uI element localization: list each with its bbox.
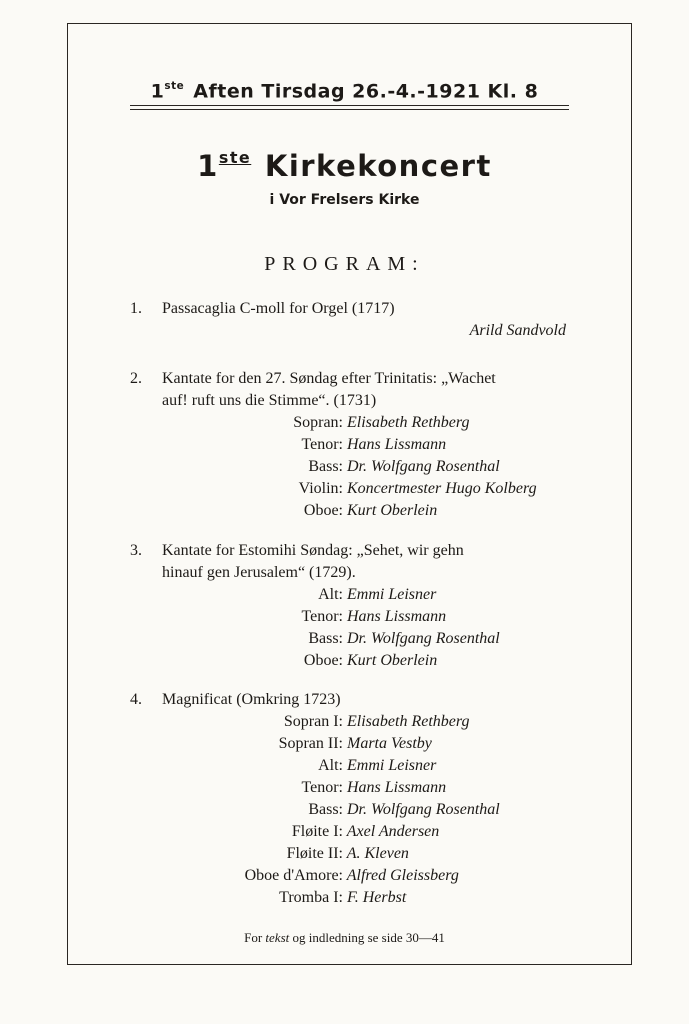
performer-role: Sopran II: (278, 735, 343, 752)
performer-role: Tromba I: (279, 889, 343, 906)
performer-name: Hans Lissmann (347, 608, 447, 625)
program-item-title-line: Passacaglia C-moll for Orgel (1717) (162, 300, 395, 317)
performer-name: Hans Lissmann (347, 436, 447, 453)
header-number: 1 (150, 80, 165, 103)
header-rule-thick (130, 105, 569, 106)
performer-name: Alfred Gleissberg (346, 867, 459, 884)
church-subtitle: i Vor Frelsers Kirke (269, 192, 420, 208)
performer-role: Tenor: (301, 608, 343, 625)
performer-role: Oboe: (303, 652, 343, 669)
performer-role: Oboe d'Amore: (244, 867, 343, 884)
program-item-title-line: Magnificat (Omkring 1723) (162, 691, 341, 708)
footer-prefix: For (244, 930, 266, 945)
program-heading: PROGRAM: (264, 253, 425, 275)
performer-role: Fløite I: (291, 823, 343, 840)
page-title (0, 148, 689, 183)
performer-name: A. Kleven (346, 845, 409, 862)
performer-role: Bass: (308, 630, 343, 647)
performer-name: Dr. Wolfgang Rosenthal (347, 630, 500, 647)
footer-note (0, 930, 689, 946)
performer-name: Emmi Leisner (347, 586, 437, 603)
program-item-title-line: Kantate for Estomihi Søndag: „Sehet, wir gehn (162, 542, 464, 559)
title-ordinal: ste (218, 148, 252, 167)
performer-name: Dr. Wolfgang Rosenthal (347, 458, 500, 475)
performer-role: Fløite II: (286, 845, 343, 862)
concert-evening-header (0, 80, 689, 102)
title-number: 1 (197, 148, 219, 183)
program-item-number: 4. (130, 691, 142, 708)
performer-name: Hans Lissmann (347, 779, 447, 796)
performer-role: Sopran: (293, 414, 343, 431)
performer-name: Emmi Leisner (347, 757, 437, 774)
performer-name: Koncertmester Hugo Kolberg (347, 480, 537, 497)
header-date-time: Aften Tirsdag 26.-4.-1921 Kl. 8 (186, 80, 539, 103)
performer-name: Dr. Wolfgang Rosenthal (347, 801, 500, 818)
program-item-title-line: Kantate for den 27. Søndag efter Trinitatis: „Wachet (162, 370, 496, 387)
title-main: Kirkekoncert (253, 148, 492, 183)
performer-role: Violin: (298, 480, 343, 497)
footer-italic: tekst (265, 930, 290, 945)
performer-role: Bass: (308, 458, 343, 475)
performer-role: Tenor: (301, 436, 343, 453)
program-item-number: 1. (130, 300, 142, 317)
performer-name: Axel Andersen (346, 823, 440, 840)
program-item-number: 2. (130, 370, 142, 387)
program-item-title-line: hinauf gen Jerusalem“ (1729). (162, 564, 356, 581)
performer-role: Bass: (308, 801, 343, 818)
performer-name: Kurt Oberlein (347, 502, 438, 519)
performer-name: Marta Vestby (347, 735, 432, 752)
performer-name: Elisabeth Rethberg (347, 414, 470, 431)
header-ordinal: ste (164, 80, 185, 92)
program-item-number: 3. (130, 542, 142, 559)
performer-name: Elisabeth Rethberg (347, 713, 470, 730)
performer-role: Tenor: (301, 779, 343, 796)
performer-name: Arild Sandvold (469, 322, 566, 339)
performer-role: Oboe: (303, 502, 343, 519)
footer-suffix: og indledning se side 30—41 (289, 930, 445, 945)
performer-role: Alt: (318, 757, 343, 774)
header-rule-thin (130, 109, 569, 110)
program-item-title-line: auf! ruft uns die Stimme“. (1731) (162, 392, 377, 409)
performer-name: F. Herbst (347, 889, 407, 906)
performer-name: Kurt Oberlein (347, 652, 438, 669)
performer-role: Alt: (318, 586, 343, 603)
performer-role: Sopran I: (283, 713, 343, 730)
